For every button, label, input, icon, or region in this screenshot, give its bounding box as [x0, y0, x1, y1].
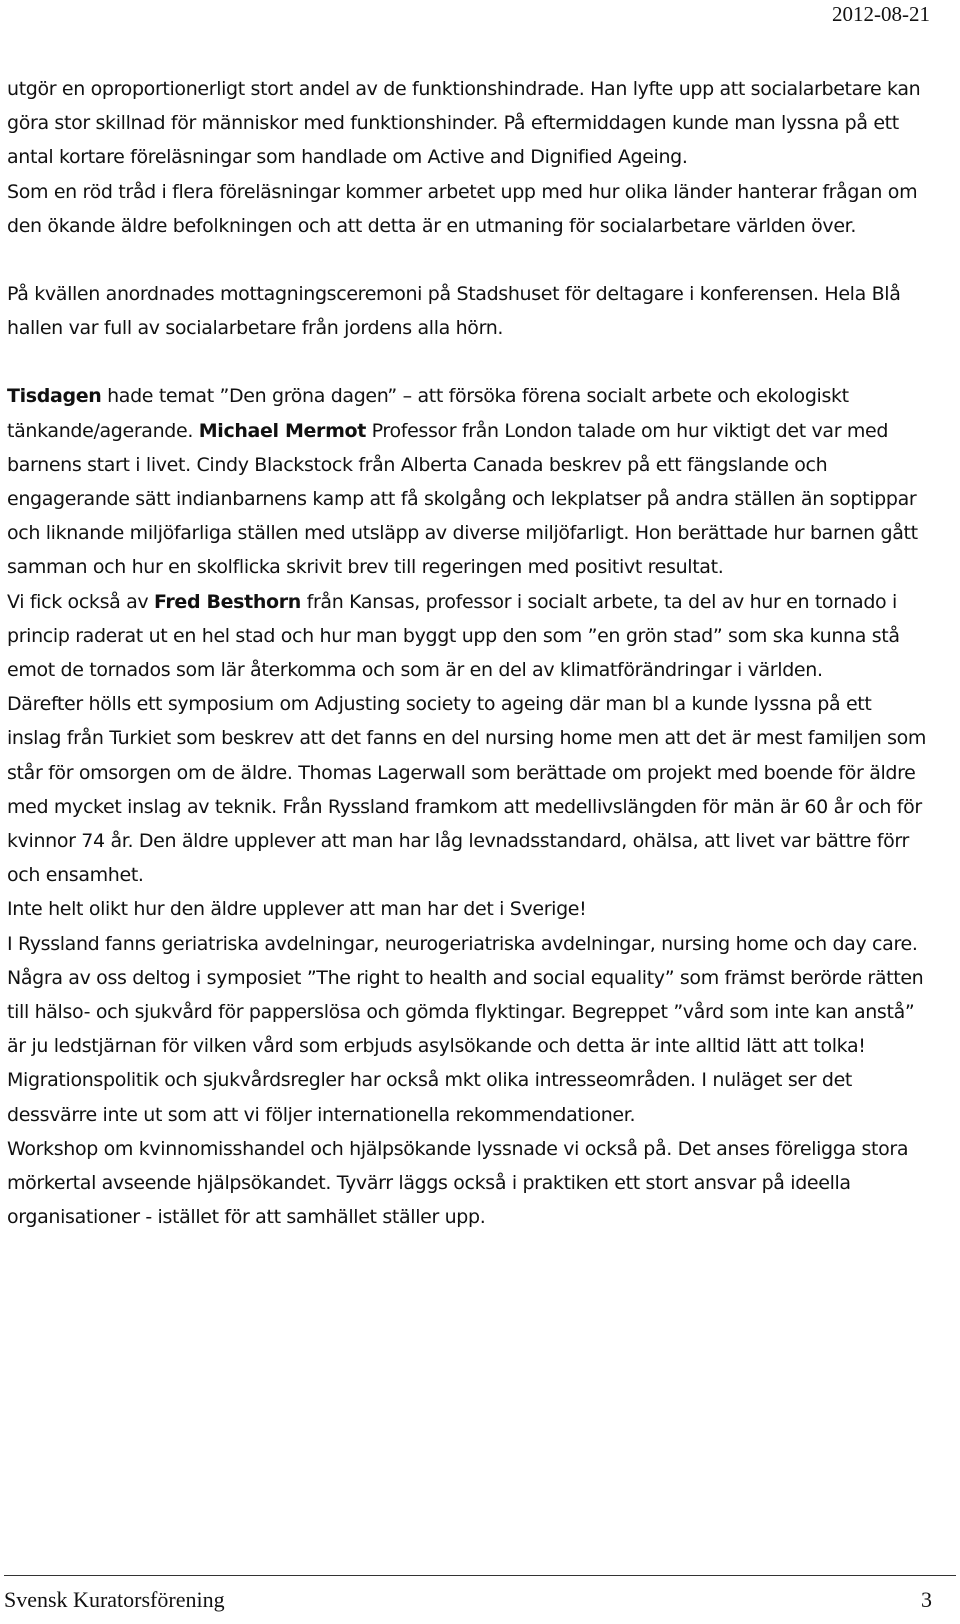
- tisdagen-text-3b: från Kansas, professor i socialt arbete, ta del av hur en tornado i princip raderat ut en hel stad och hur man byggt upp den som ”en grön stad” som ska kunna stå emot de tornados som lär återkomma och som är en del av klimatförändringar i världen.: [7, 590, 900, 682]
- document-date: 2012-08-21: [832, 2, 930, 26]
- bold-tisdagen: Tisdagen: [7, 385, 102, 408]
- document-body: [7, 72, 927, 1235]
- footer-organization: Svensk Kuratorsförening: [4, 1587, 225, 1612]
- paragraph-ryssland: I Ryssland fanns geriatriska avdelningar, neurogeriatriska avdelningar, nursing home och day care.: [7, 932, 918, 955]
- paragraph-sverige: Inte helt olikt hur den äldre upplever att man har det i Sverige!: [7, 898, 587, 921]
- paragraph-tisdagen: [7, 379, 927, 687]
- paragraph-workshop: Workshop om kvinnomisshandel och hjälpsökande lyssnade vi också på. Det anses föreligga stora mörkertal avseende hjälpsökandet. Tyvärr läggs också i praktiken ett stort ansvar på ideella organisationer - istället för att samhället ställer upp.: [7, 1137, 909, 1229]
- bold-michael-mermot: Michael Mermot: [198, 419, 366, 442]
- page-footer: [0, 1575, 960, 1623]
- paragraph-symposium: Därefter hölls ett symposium om Adjusting society to ageing där man bl a kunde lyssna på ett inslag från Turkiet som beskrev att det fanns en del nursing home men att det är mest familjen som står för omsorgen om de äldre. Thomas Lagerwall som berättade om projekt med boende för äldre med mycket inslag av teknik. Från Ryssland framkom att medellivslängden för män är 60 år och för kvinnor 74 år. Den äldre upplever att man har låg levnadsstandard, ohälsa, att livet var bättre förr och ensamhet.: [7, 693, 927, 887]
- footer-divider: [4, 1575, 956, 1576]
- paragraph-rod-trad: Som en röd tråd i flera föreläsningar kommer arbetet upp med hur olika länder hanterar frågan om den ökande äldre befolkningen och att detta är en utmaning för socialarbetare världen över.: [7, 180, 918, 237]
- paragraph-right-to-health: Några av oss deltog i symposiet ”The right to health and social equality” som främst berörde rätten till hälso- och sjukvård för papperslösa och gömda flyktingar. Begreppet ”vård som inte kan anstå” är ju ledstjärnan för vilken vård som erbjuds asylsökande och detta är inte alltid lätt att tolka! Migrationspolitik och sjukvårdsregler har också mkt olika intresseområden. I nuläget ser det dessvärre inte ut som att vi följer internationella rekommendationer.: [7, 966, 924, 1126]
- paragraph-stadshuset: På kvällen anordnades mottagningsceremoni på Stadshuset för deltagare i konferensen. Hela Blå hallen var full av socialarbetare från jordens alla hörn.: [7, 283, 901, 340]
- bold-fred-besthorn: Fred Besthorn: [154, 590, 301, 613]
- page-number: 3: [921, 1587, 932, 1612]
- tisdagen-text-2: Professor från London talade om hur viktigt det var med barnens start i livet. Cindy Blackstock från Alberta Canada beskrev på ett fängslande och engagerande sätt indianbarnens kamp att få skolgång och lekplatser på andra ställen än soptippar och liknande miljöfarliga ställen med utsläpp av diverse miljöfarligt. Hon berättade hur barnen gått samman och hur en skolflicka skrivit brev till regeringen med positivt resultat.: [7, 419, 918, 579]
- tisdagen-text-3a: Vi fick också av: [7, 590, 154, 613]
- tisdagen-text-1: hade temat ”Den gröna dagen” – att försöka förena socialt arbete och ekologiskt tänkande/agerande.: [7, 385, 849, 442]
- paragraph-funktionshinder: utgör en oproportionerligt stort andel av de funktionshindrade. Han lyfte upp att socialarbetare kan göra stor skillnad för människor med funktionshinder. På eftermiddagen kunde man lyssna på ett antal kortare föreläsningar som handlade om Active and Dignified Ageing.: [7, 78, 921, 169]
